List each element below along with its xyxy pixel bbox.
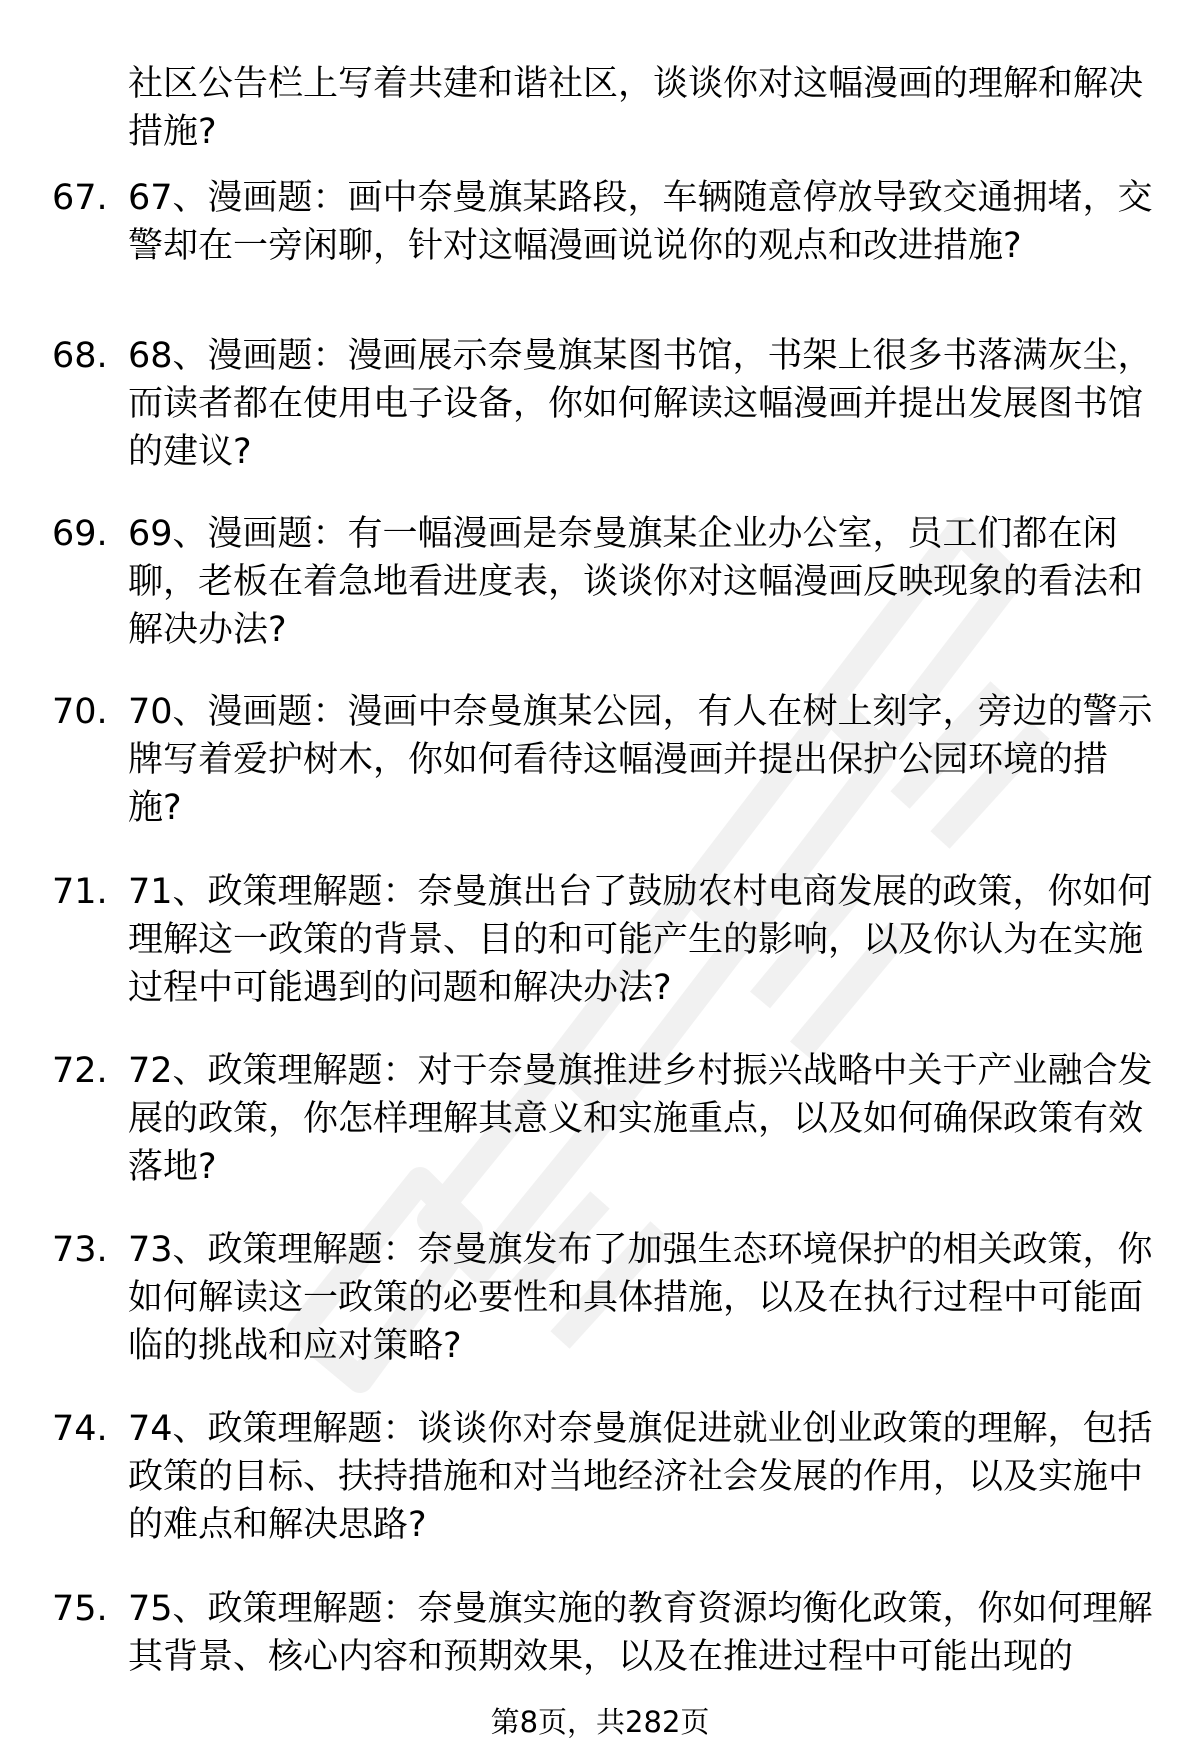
question-text: 69、漫画题：有一幅漫画是奈曼旗某企业办公室，员工们都在闲聊，老板在着急地看进度表，谈谈你对这幅漫画反映现象的看法和解决办法?: [128, 514, 1144, 650]
question-text: 71、政策理解题：奈曼旗出台了鼓励农村电商发展的政策，你如何理解这一政策的背景、目的和可能产生的影响，以及你认为在实施过程中可能遇到的问题和解决办法?: [128, 872, 1153, 1008]
question-number: 74.: [52, 1409, 108, 1449]
question-text: 74、政策理解题：谈谈你对奈曼旗促进就业创业政策的理解，包括政策的目标、扶持措施和对当地经济社会发展的作用，以及实施中的难点和解决思路?: [128, 1409, 1153, 1545]
question-number: 69.: [52, 514, 108, 554]
question-number: 71.: [52, 872, 108, 912]
question-text: 73、政策理解题：奈曼旗发布了加强生态环境保护的相关政策，你如何解读这一政策的必要性和具体措施，以及在执行过程中可能面临的挑战和应对策略?: [128, 1230, 1153, 1366]
question-text: 75、政策理解题：奈曼旗实施的教育资源均衡化政策，你如何理解其背景、核心内容和预期效果，以及在推进过程中可能出现的: [128, 1589, 1153, 1677]
question-text: 67、漫画题：画中奈曼旗某路段，车辆随意停放导致交通拥堵，交警却在一旁闲聊，针对这幅漫画说说你的观点和改进措施?: [128, 178, 1153, 266]
question-number: 68.: [52, 336, 108, 376]
question-number: 75.: [52, 1589, 108, 1629]
question-text: 68、漫画题：漫画展示奈曼旗某图书馆，书架上很多书落满灰尘，而读者都在使用电子设备，你如何解读这幅漫画并提出发展图书馆的建议?: [128, 336, 1153, 472]
question-number: 67.: [52, 178, 108, 218]
question-number: 73.: [52, 1230, 108, 1270]
page-footer: 第8页，共282页: [490, 1705, 710, 1739]
question-number: 72.: [52, 1051, 108, 1091]
question-text: 72、政策理解题：对于奈曼旗推进乡村振兴战略中关于产业融合发展的政策，你怎样理解其意义和实施重点，以及如何确保政策有效落地?: [128, 1051, 1153, 1187]
question-number: 70.: [52, 692, 108, 732]
question-text: 70、漫画题：漫画中奈曼旗某公园，有人在树上刻字，旁边的警示牌写着爱护树木，你如何看待这幅漫画并提出保护公园环境的措施?: [128, 692, 1153, 828]
continued-question-text: 社区公告栏上写着共建和谐社区，谈谈你对这幅漫画的理解和解决措施?: [128, 64, 1144, 152]
